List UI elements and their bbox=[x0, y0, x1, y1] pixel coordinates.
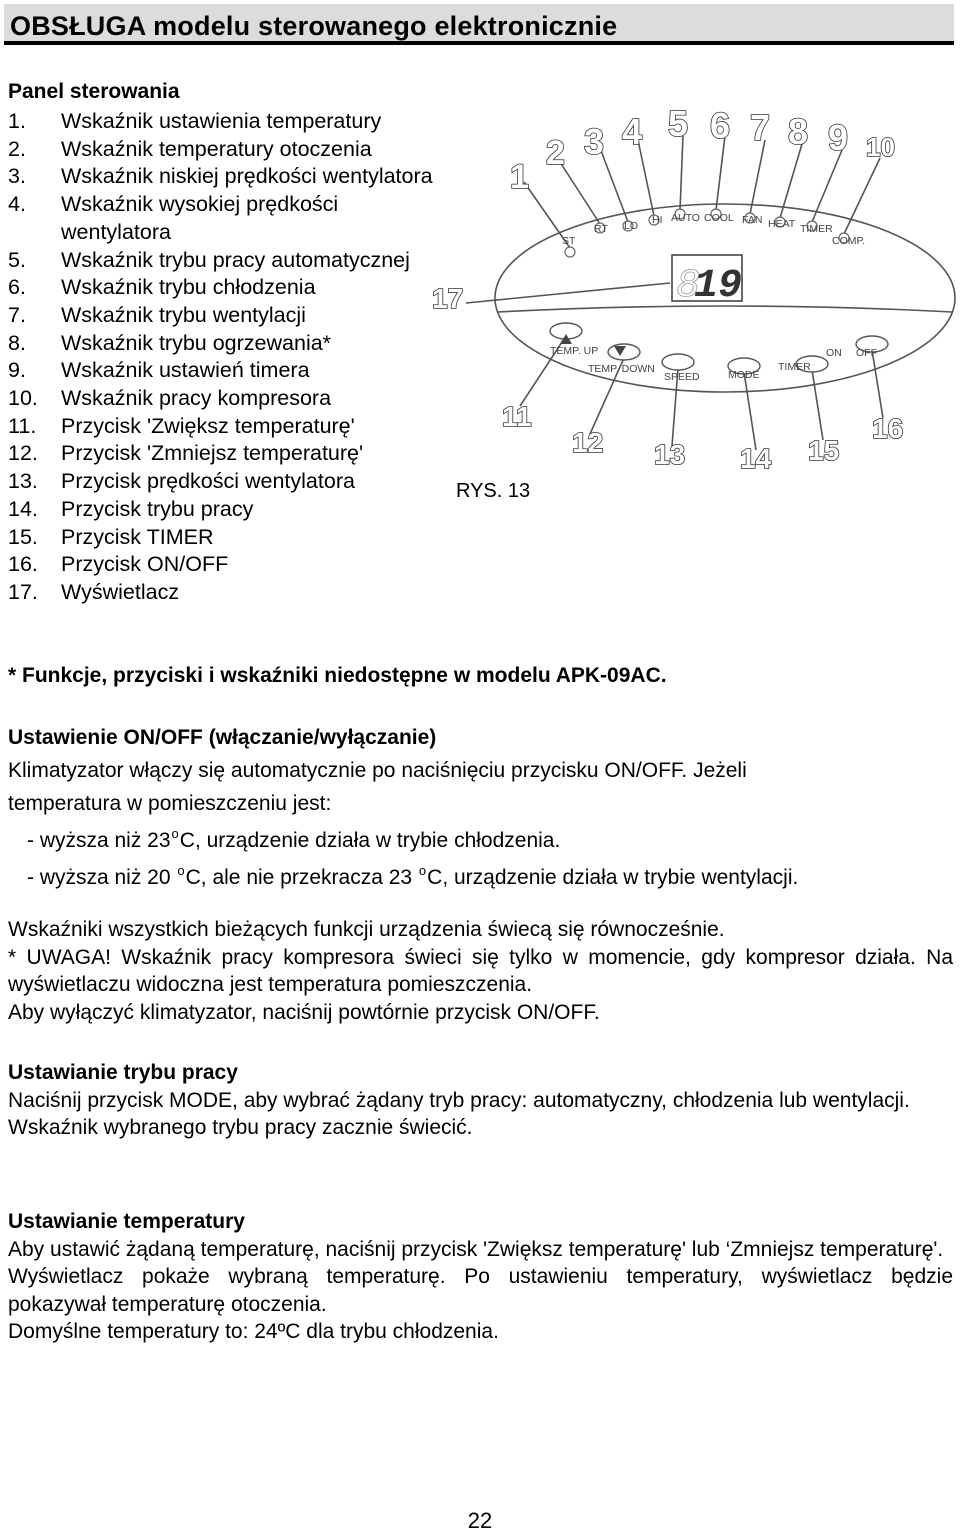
legend-text: Wskaźnik temperatury otoczenia bbox=[61, 136, 372, 161]
label-timer-btn: TIMER bbox=[778, 361, 811, 373]
onoff-line-2: temperatura w pomieszczeniu jest: bbox=[8, 792, 332, 815]
legend-number: 5. bbox=[8, 247, 26, 272]
legend-number: 7. bbox=[8, 302, 26, 327]
onoff-bullet-2-pre: - wyższa niż 20 bbox=[27, 866, 177, 889]
panel-footnote: * Funkcje, przyciski i wskaźniki niedostępne w modelu APK-09AC. bbox=[8, 664, 667, 687]
onoff-heading: Ustawienie ON/OFF (włączanie/wyłączanie) bbox=[8, 726, 437, 749]
callout-11: 11 bbox=[502, 401, 532, 432]
onoff-section bbox=[8, 726, 953, 890]
label-st: ST bbox=[562, 235, 576, 247]
temperature-para-1: Aby ustawić żądaną temperaturę, naciśnij przycisk 'Zwiększ temperaturę' lub ‘Zmniejsz temperaturę'. bbox=[8, 1237, 944, 1261]
legend-text: Przycisk prędkości wentylatora bbox=[61, 469, 355, 494]
legend-number: 16. bbox=[8, 552, 38, 577]
temperature-para-3: Domyślne temperatury to: 24ºC dla trybu chłodzenia. bbox=[8, 1320, 499, 1343]
label-cool: COOL bbox=[704, 212, 734, 224]
callout-4: 4 bbox=[622, 111, 643, 152]
legend-text: Przycisk ON/OFF bbox=[61, 552, 229, 577]
legend-item bbox=[8, 551, 448, 579]
indicators-para-2: * UWAGA! Wskaźnik pracy kompresora świeci się tylko w momencie, gdy kompresor działa. Na wyświetlaczu widoczna jest temperatura pomieszczenia. bbox=[8, 945, 953, 996]
legend-text: Wskaźnik niskiej prędkości wentylatora bbox=[61, 164, 433, 189]
legend-text: Wskaźnik wysokiej prędkości wentylatora bbox=[61, 192, 339, 244]
display-digits: 19 bbox=[694, 264, 743, 309]
legend-number: 12. bbox=[8, 441, 38, 466]
control-panel-diagram bbox=[428, 100, 958, 520]
legend-number: 13. bbox=[8, 469, 38, 494]
callout-3: 3 bbox=[584, 121, 605, 162]
mode-para-2: Wskaźnik wybranego trybu pracy zacznie świecić. bbox=[8, 1116, 473, 1139]
label-fan: FAN bbox=[742, 214, 763, 226]
legend-item bbox=[8, 163, 448, 191]
legend-text: Wskaźnik pracy kompresora bbox=[61, 386, 332, 411]
indicators-para-1: Wskaźniki wszystkich bieżących funkcji urządzenia świecą się równocześnie. bbox=[8, 918, 725, 941]
legend-text: Wskaźnik ustawienia temperatury bbox=[61, 109, 382, 133]
callout-1: 1 bbox=[510, 158, 529, 196]
panel-title: Panel sterowania bbox=[8, 80, 180, 103]
legend-text: Wyświetlacz bbox=[61, 579, 180, 604]
indicators-section bbox=[8, 916, 953, 1026]
label-off: OFF bbox=[856, 347, 877, 359]
legend-number: 17. bbox=[8, 579, 38, 604]
mode-para-1: Naciśnij przycisk MODE, aby wybrać żądany tryb pracy: automatyczny, chłodzenia lub wentylacji. bbox=[8, 1088, 910, 1112]
legend-item bbox=[8, 302, 448, 330]
legend-number: 6. bbox=[8, 275, 26, 300]
callout-6: 6 bbox=[710, 105, 731, 146]
legend-item bbox=[8, 468, 448, 496]
label-temp-up: TEMP. UP bbox=[550, 345, 599, 357]
legend-item bbox=[8, 385, 448, 413]
callout-7: 7 bbox=[750, 107, 771, 148]
legend-text: Przycisk 'Zmniejsz temperaturę' bbox=[61, 441, 364, 466]
legend-item bbox=[8, 274, 448, 302]
onoff-bullet-2-post: C, urządzenie działa w trybie wentylacji. bbox=[427, 866, 799, 889]
legend-number: 1. bbox=[8, 109, 26, 133]
legend-number: 9. bbox=[8, 358, 26, 383]
temperature-heading: Ustawianie temperatury bbox=[8, 1210, 245, 1233]
legend-item bbox=[8, 136, 448, 164]
degree-mark: o bbox=[177, 863, 185, 878]
legend-number: 4. bbox=[8, 192, 26, 217]
onoff-bullet-1-post: C, urządzenie działa w trybie chłodzenia. bbox=[179, 829, 561, 852]
degree-mark: o bbox=[418, 863, 427, 878]
label-speed: SPEED bbox=[664, 371, 700, 383]
legend-item bbox=[8, 247, 448, 275]
legend-item bbox=[8, 357, 448, 385]
callout-17: 17 bbox=[432, 283, 464, 314]
legend-item bbox=[8, 413, 448, 441]
indicators-para-3: Aby wyłączyć klimatyzator, naciśnij powtórnie przycisk ON/OFF. bbox=[8, 1000, 600, 1024]
legend-text: Przycisk 'Zwiększ temperaturę' bbox=[61, 413, 355, 438]
mode-heading: Ustawianie trybu pracy bbox=[8, 1061, 238, 1084]
degree-mark: o bbox=[171, 826, 179, 841]
page-number: 22 bbox=[467, 1508, 493, 1533]
label-comp: COMP. bbox=[832, 235, 866, 247]
legend-item bbox=[8, 579, 448, 607]
legend-text: Wskaźnik trybu wentylacji bbox=[61, 302, 306, 327]
callout-13: 13 bbox=[654, 439, 686, 470]
legend-number: 11. bbox=[8, 413, 37, 438]
legend-text: Przycisk trybu pracy bbox=[61, 496, 254, 521]
onoff-bullet-1-pre: - wyższa niż 23 bbox=[27, 829, 171, 852]
onoff-bullet-1 bbox=[8, 826, 953, 853]
display-ghost-digit: 8 bbox=[676, 264, 701, 309]
legend-number: 3. bbox=[8, 164, 26, 189]
speed-button bbox=[662, 354, 694, 370]
legend-text: Wskaźnik trybu chłodzenia bbox=[61, 275, 316, 300]
legend-number: 2. bbox=[8, 136, 26, 161]
temperature-section bbox=[8, 1208, 953, 1346]
callout-15: 15 bbox=[808, 435, 840, 466]
legend-text: Wskaźnik ustawień timera bbox=[61, 358, 310, 383]
legend-item bbox=[8, 191, 448, 246]
callout-12: 12 bbox=[572, 427, 604, 458]
onoff-bullet-2 bbox=[8, 863, 953, 890]
callout-5: 5 bbox=[668, 103, 689, 144]
legend-item bbox=[8, 496, 448, 524]
label-rt: RT bbox=[594, 223, 608, 235]
legend-text: Przycisk TIMER bbox=[61, 524, 214, 549]
callout-8: 8 bbox=[788, 111, 809, 152]
label-heat: HEAT bbox=[768, 218, 796, 230]
label-lo: LO bbox=[624, 220, 639, 232]
callout-14: 14 bbox=[740, 443, 772, 474]
legend-number: 14. bbox=[8, 496, 38, 521]
legend-item bbox=[8, 524, 448, 552]
legend-list bbox=[8, 108, 448, 607]
callout-2: 2 bbox=[546, 134, 565, 172]
legend-item bbox=[8, 440, 448, 468]
temperature-para-2: Wyświetlacz pokaże wybraną temperaturę. Po ustawieniu temperatury, wyświetlacz będzie pokazywał temperaturę otoczenia. bbox=[8, 1265, 953, 1316]
callout-10: 10 bbox=[866, 132, 895, 162]
label-mode: MODE bbox=[728, 369, 760, 381]
onoff-bullet-2-mid: C, ale nie przekracza 23 bbox=[185, 866, 418, 889]
callout-16: 16 bbox=[872, 413, 904, 444]
mode-section bbox=[8, 1059, 953, 1142]
legend-number: 15. bbox=[8, 524, 38, 549]
page-title: OBSŁUGA modelu sterowanego elektronicznie bbox=[10, 11, 618, 41]
label-auto: AUTO bbox=[671, 212, 700, 224]
indicator-led-st bbox=[565, 247, 575, 257]
legend-number: 10. bbox=[8, 386, 38, 411]
legend-item bbox=[8, 330, 448, 358]
callout-9: 9 bbox=[828, 117, 849, 158]
legend-item bbox=[8, 108, 448, 136]
label-timer: TIMER bbox=[800, 223, 833, 235]
legend-number: 8. bbox=[8, 330, 26, 355]
legend-text: Wskaźnik trybu ogrzewania* bbox=[61, 330, 332, 355]
legend-text: Wskaźnik trybu pracy automatycznej bbox=[61, 247, 410, 272]
label-hi: HI bbox=[652, 214, 663, 226]
label-temp-down: TEMP. DOWN bbox=[588, 363, 655, 375]
label-on: ON bbox=[826, 347, 842, 359]
page-header bbox=[4, 4, 954, 45]
figure-caption: RYS. 13 bbox=[456, 480, 531, 502]
onoff-line-1: Klimatyzator włączy się automatycznie po naciśnięciu przycisku ON/OFF. Jeżeli bbox=[8, 759, 747, 782]
